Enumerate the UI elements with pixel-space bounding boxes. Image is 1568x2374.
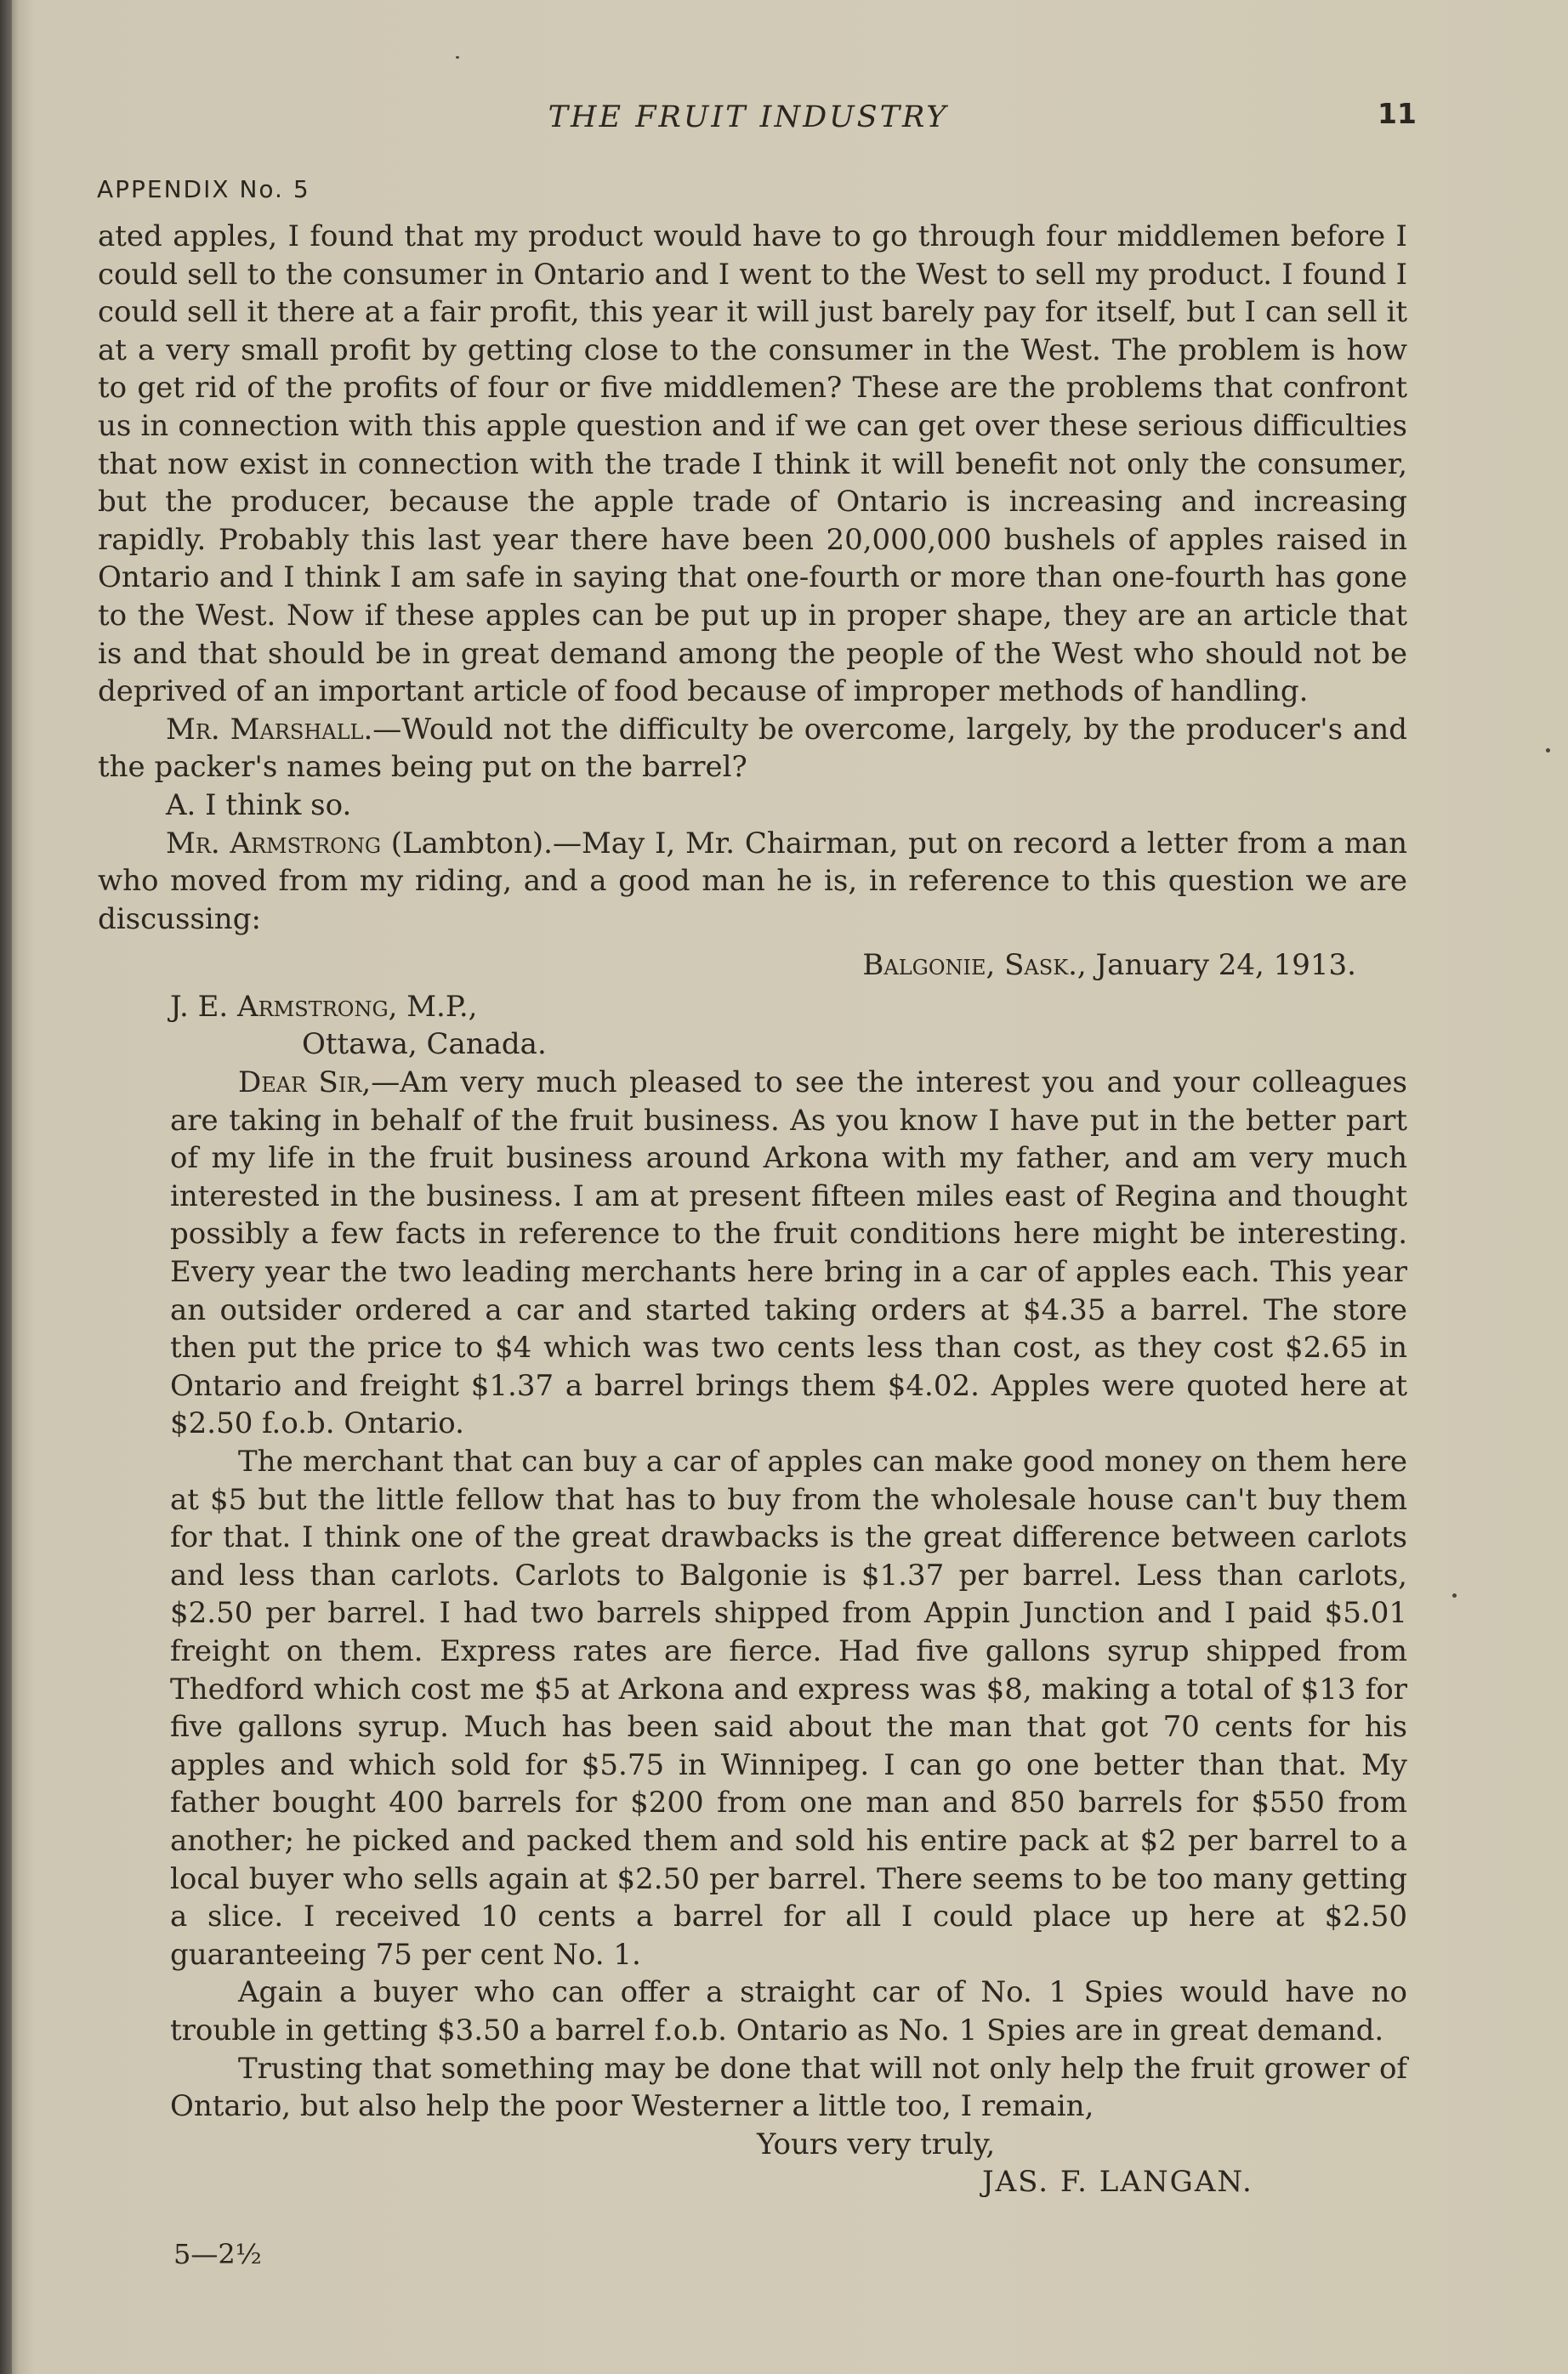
paragraph-marshall — [98, 711, 1407, 787]
page-number: 11 — [1378, 97, 1417, 130]
paper-speck — [1452, 1593, 1457, 1598]
body-text — [98, 218, 1407, 2201]
speaker-name: Mr. Marshall. — [166, 712, 373, 747]
dateline-place: Balgonie, Sask., — [862, 948, 1087, 983]
paper-speck — [1546, 748, 1550, 753]
letter-address-name: J. E. Armstrong, M.P., — [170, 989, 478, 1024]
speaker-text: —Would not the difficulty be overcome, largely, by the producer's and the packer's names being put on the barrel? — [98, 712, 1407, 785]
letter-paragraph: Again a buyer who can offer a straight car of No. 1 Spies would have no trouble in getting $3.50 a barrel f.o.b. Ontario as No. 1 Spies are in great demand. — [170, 1975, 1407, 2047]
speaker-name: Mr. Armstrong — [166, 826, 381, 860]
paper-speck — [456, 56, 459, 59]
speaker-text: (Lambton).—May I, Mr. Chairman, put on record a letter from a man who moved from my riding, and a good man he is, in reference to this question we are discussing: — [98, 826, 1407, 936]
letter-closing: Yours very truly, — [757, 2127, 996, 2161]
printer-signature-mark: 5—2½ — [173, 2238, 262, 2270]
letter-dateline — [98, 946, 1407, 985]
salutation: Dear Sir, — [238, 1065, 372, 1100]
letter-paragraph: Trusting that something may be done that will not only help the fruit grower of Ontario, but also help the poor Westerner a little too, I remain, — [170, 2051, 1407, 2124]
letter-body — [98, 1064, 1407, 2126]
dateline-date: January 24, 1913. — [1086, 948, 1356, 983]
paragraph-continuation: ated apples, I found that my product would have to go through four middlemen before I could sell to the consumer in Ontario and I went to the West to sell my product. I found I could sell it there at a fair profit, this year it will just barely pay for itself, but I can sell it at a very small profit by getting close to the consumer in the West. The problem is how to get rid of the profits of four or five middlemen? These are the problems that confront us in connection with this apple question and if we can get over these serious difficulties that now exist in connection with the trade I think it will benefit not only the consumer, but the producer, because the apple trade of Ontario is increasing and increasing rapidly. Probably this last year there have been 20,000,000 bushels of apples raised in Ontario and I think I am safe in saying that one-fourth or more than one-fourth has gone to the West. Now if these apples can be put up in proper shape, they are an article that is and that should be in great demand among the people of the West who should not be deprived of an important article of food because of improper methods of handling. — [98, 219, 1407, 709]
appendix-label: APPENDIX No. 5 — [97, 175, 310, 203]
paragraph-armstrong — [98, 825, 1407, 939]
letter-address-city: Ottawa, Canada. — [302, 1027, 547, 1062]
page-binding-edge — [0, 0, 12, 2374]
letter-signature: JAS. F. LANGAN. — [982, 2165, 1253, 2200]
paragraph-answer: A. I think so. — [166, 787, 352, 822]
letter-paragraph: The merchant that can buy a car of apples can make good money on them here at $5 but the little fellow that has to buy from the wholesale house can't buy them for that. I think one of the great drawbacks is the great difference between carlots and less than carlots. Carlots to Balgonie is $1.37 per barrel. Less than carlots, $2.50 per barrel. I had two barrels shipped from Appin Junction and I paid $5.01 freight on them. Express rates are fierce. Had five gallons syrup shipped from Thedford which cost me $5 at Arkona and express was $8, making a total of $13 for five gallons syrup. Much has been said about the man that got 70 cents for his apples and which sold for $5.75 in Winnipeg. I can go one better than that. My father bought 400 barrels for $200 from one man and 850 barrels for $550 from another; he picked and packed them and sold his entire pack at $2 per barrel to a local buyer who sells again at $2.50 per barrel. There seems to be too many getting a slice. I received 10 cents a barrel for all I could place up here at $2.50 guaranteeing 75 per cent No. 1. — [170, 1445, 1407, 1972]
running-title: THE FRUIT INDUSTRY — [548, 100, 949, 134]
letter-paragraph: Dear Sir,—Am very much pleased to see the interest you and your colleagues are taking in behalf of the fruit business. As you know I have put in the better part of my life in the fruit business around Arkona with my father, and am very much interested in the business. I am at present fifteen miles east of Regina and thought possibly a few facts in reference to the fruit conditions here might be interesting. Every year the two leading merchants here bring in a car of apples each. This year an outsider ordered a car and started taking orders at $4.35 a barrel. The store then put the price to $4 which was two cents less than cost, as they cost $2.65 in Ontario and freight $1.37 a barrel brings them $4.02. Apples were quoted here at $2.50 f.o.b. Ontario. — [170, 1065, 1407, 1441]
